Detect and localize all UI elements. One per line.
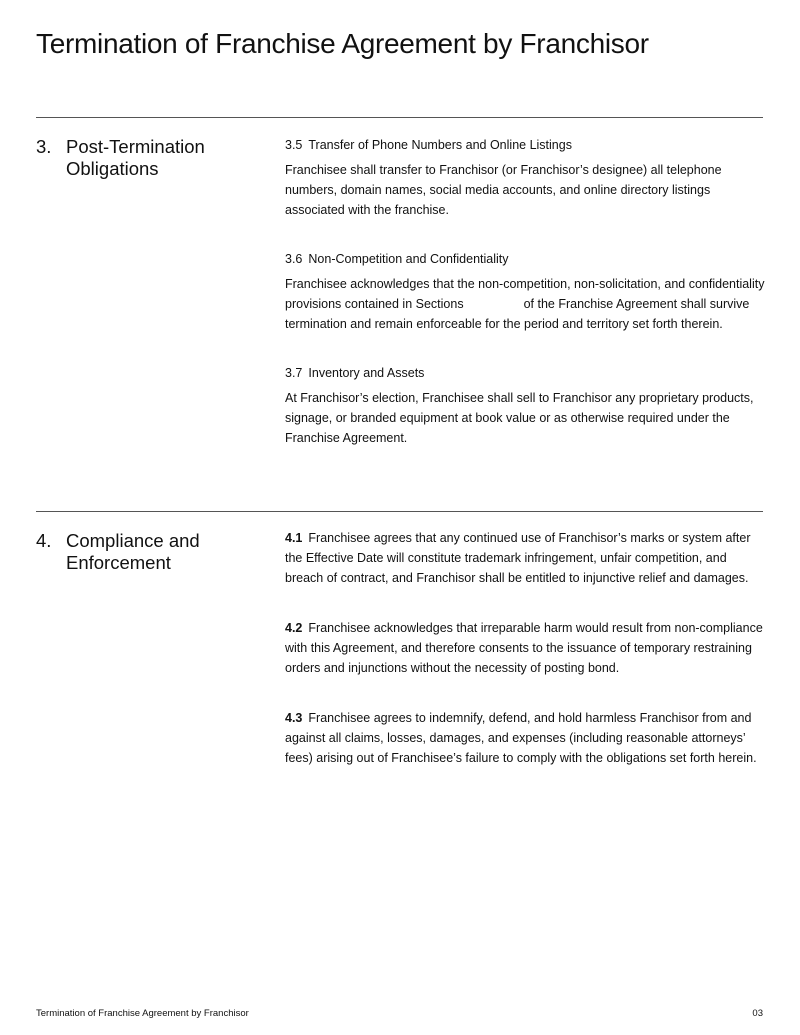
subsection-text: At Franchisor’s election, Franchisee shall sell to Franchisor any proprietary products, signage, or branded equipment at book value or as otherwise required under the Franchise Agreement. [285,391,754,445]
subsection-text: Franchisee shall transfer to Franchisor (or Franchisor’s designee) all telephone numbers, domain names, social media accounts, and online directory listings associated with the franchise. [285,163,722,217]
page-title: Termination of Franchise Agreement by Franchisor [36,28,649,59]
subsection-text [285,274,765,334]
clause-number: 4.3 [285,711,303,725]
clause-4-1 [285,528,765,588]
page-number: 03 [752,1008,763,1019]
footer-title: Termination of Franchise Agreement by Franchisor [36,1008,249,1019]
divider [36,511,763,512]
section-label: Compliance and Enforcement [66,530,200,573]
subsection-number: 3.5 [285,138,303,152]
subsection-3-5 [285,136,765,220]
text-before-blank: Franchisee acknowledges that the non-competition, non-solicitation, and confidentiality provisions contained in Sections [285,277,765,311]
clause-text: Franchisee acknowledges that irreparable harm would result from non-compliance with this Agreement, and therefore consents to the issuance of temporary restraining orders and injunctions without the necessity of posting bond. [285,621,763,675]
clause-text: Franchisee agrees to indemnify, defend, and hold harmless Franchisor from and against all claims, losses, damages, and expenses (including reasonable attorneys’ fees) arising out of Franchisee’s failure to comply with the obligations set forth herein. [285,711,757,765]
footer [36,1008,763,1019]
text-after-blank: of the Franchise Agreement shall survive termination and remain enforceable for the period and territory set forth therein. [285,297,750,331]
clause-text: Franchisee agrees that any continued use of Franchisor’s marks or system after the Effective Date will constitute trademark infringement, unfair competition, and breach of contract, and Franchisor shall be entitled to injunctive relief and damages. [285,531,751,585]
section-content [285,528,765,798]
subsection-title: Non-Competition and Confidentiality [308,252,509,266]
subsection-title: Transfer of Phone Numbers and Online Listings [308,138,572,152]
subsection-3-6 [285,250,765,334]
section-content [285,136,765,478]
section-label: Post-Termination Obligations [66,136,205,179]
subsection-number: 3.7 [285,366,303,380]
subsection-heading [285,364,765,382]
clause-number: 4.2 [285,621,303,635]
subsection-title: Inventory and Assets [308,366,425,380]
clause-4-3 [285,708,765,768]
section-number: 3. [36,136,52,157]
subsection-number: 3.6 [285,252,303,266]
clause-4-2 [285,618,765,678]
subsection-heading [285,136,765,154]
clause-number: 4.1 [285,531,303,545]
divider [36,117,763,118]
subsection-3-7 [285,364,765,448]
subsection-heading [285,250,765,268]
section-number: 4. [36,530,52,551]
